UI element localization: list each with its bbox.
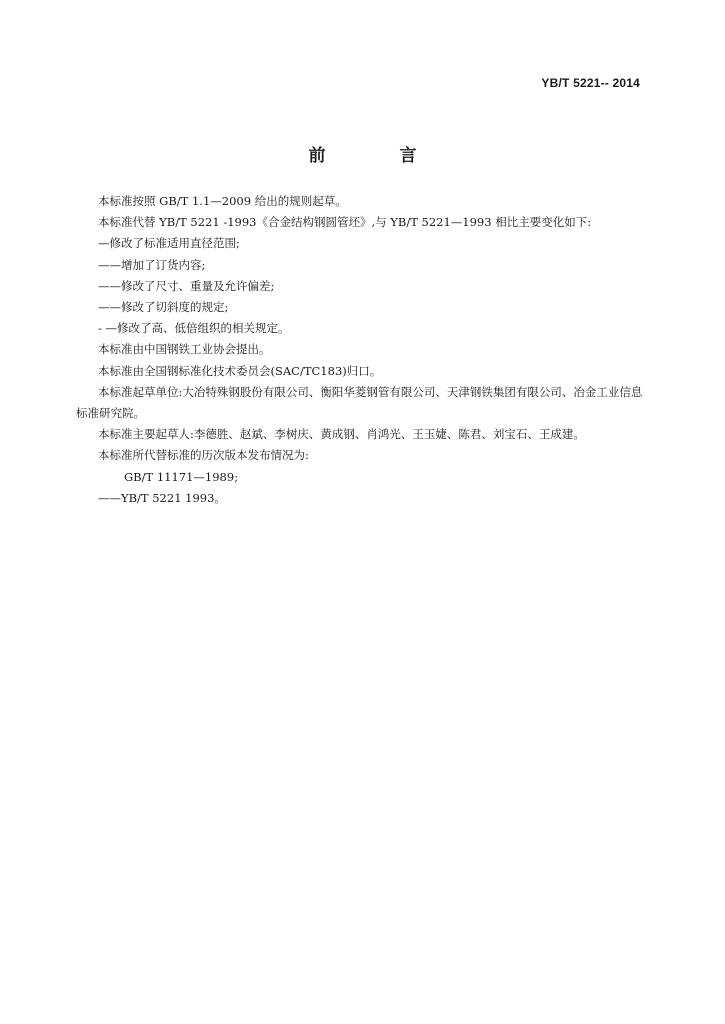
paragraph-replacement: 本标准代替 YB/T 5221 -1993《合金结构钢圆管坯》,与 YB/T 5221—1993 相比主要变化如下:: [98, 215, 592, 230]
change-item: ——修改了切斜度的规定;: [98, 300, 229, 315]
standard-code: YB/T 5221-- 2014: [541, 76, 640, 90]
history-item: GB/T 11171—1989;: [124, 469, 239, 484]
paragraph-drafting-units: 本标准起草单位:大冶特殊钢股份有限公司、衡阳华菱钢管有限公司、天津钢铁集团有限公司、冶金工业信息标准研究院。: [76, 384, 643, 421]
page-title: 前 言: [308, 146, 451, 166]
change-item: —修改了标准适用直径范围;: [98, 236, 240, 251]
paragraph-history: 本标准所代替标准的历次版本发布情况为:: [98, 448, 309, 463]
paragraph-drafting-rules: 本标准按照 GB/T 1.1—2009 给出的规则起草。: [98, 194, 347, 208]
change-item: ——增加了订货内容;: [98, 257, 206, 272]
history-item: ——YB/T 5221 1993。: [98, 490, 226, 505]
change-item: ——修改了尺寸、重量及允许偏差;: [98, 278, 275, 293]
paragraph-technical-committee: 本标准由全国钢标准化技术委员会(SAC/TC183)归口。: [98, 363, 382, 378]
paragraph-drafters: 本标准主要起草人:李德胜、赵斌、李树庆、黄成钢、肖鸿光、王玉婕、陈君、刘宝石、王成建。: [98, 427, 585, 442]
change-item: - —修改了高、低倍组织的相关规定。: [98, 321, 290, 336]
paragraph-proposed-by: 本标准由中国钢铁工业协会提出。: [98, 342, 271, 357]
foreword-body: [76, 191, 648, 509]
